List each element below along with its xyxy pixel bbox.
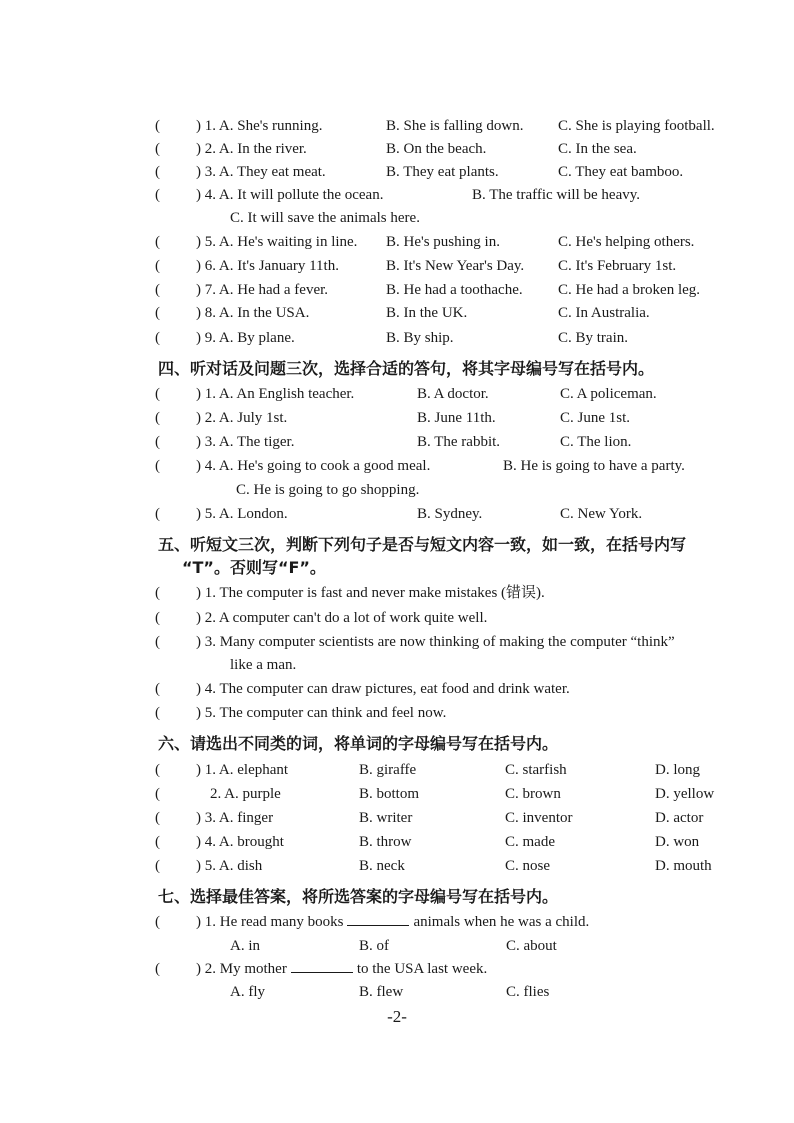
s3-item-9 bbox=[0, 327, 794, 349]
answer-paren[interactable]: ( bbox=[155, 141, 160, 157]
option-d: D. won bbox=[655, 834, 700, 850]
option-d: D. yellow bbox=[655, 786, 715, 802]
section-5-title-cont: “T”。否则写“F”。 bbox=[182, 558, 326, 577]
option-a: ) 4. A. It will pollute the ocean. bbox=[196, 187, 384, 203]
option-c: C. June 1st. bbox=[560, 410, 631, 426]
answer-paren[interactable]: ( bbox=[155, 234, 160, 250]
s5-item-2 bbox=[0, 607, 794, 629]
answer-paren[interactable]: ( bbox=[155, 585, 160, 601]
option-b: B. On the beach. bbox=[386, 141, 487, 157]
s3-item-2 bbox=[0, 138, 794, 160]
s5-item-3-cont bbox=[0, 654, 794, 676]
s4-item-3 bbox=[0, 431, 794, 453]
section-4-title: 四、听对话及问题三次，选择合适的答句，将其字母编号写在括号内。 bbox=[158, 359, 655, 378]
s6-item-3 bbox=[0, 807, 794, 829]
section-6-title: 六、请选出不同类的词，将单词的字母编号写在括号内。 bbox=[158, 734, 559, 753]
option-a: ) 6. A. It's January 11th. bbox=[196, 258, 339, 274]
s7-item-2-options bbox=[0, 981, 794, 1003]
option-b: B. A doctor. bbox=[417, 386, 489, 402]
option-c: C. They eat bamboo. bbox=[558, 164, 684, 180]
s5-item-1 bbox=[0, 582, 794, 604]
option-a: A. in bbox=[230, 938, 260, 954]
option-a: ) 5. A. London. bbox=[196, 506, 288, 522]
option-b: B. It's New Year's Day. bbox=[386, 258, 525, 274]
option-b: B. They eat plants. bbox=[386, 164, 499, 180]
option-a: ) 3. A. finger bbox=[196, 810, 274, 826]
option-a: ) 5. A. dish bbox=[196, 858, 263, 874]
answer-paren[interactable]: ( bbox=[155, 164, 160, 180]
option-a: ) 3. A. The tiger. bbox=[196, 434, 295, 450]
s3-item-8 bbox=[0, 302, 794, 324]
option-a: ) 1. A. She's running. bbox=[196, 118, 323, 134]
page-number: -2- bbox=[387, 1007, 407, 1026]
s7-item-1 bbox=[0, 911, 794, 933]
answer-paren[interactable]: ( bbox=[155, 705, 160, 721]
option-b: B. giraffe bbox=[359, 762, 417, 778]
option-a: ) 7. A. He had a fever. bbox=[196, 282, 329, 298]
s6-item-1 bbox=[0, 759, 794, 781]
option-a: ) 3. A. They eat meat. bbox=[196, 164, 326, 180]
option-a: ) 4. A. He's going to cook a good meal. bbox=[196, 458, 431, 474]
option-d: D. actor bbox=[655, 810, 704, 826]
answer-paren[interactable]: ( bbox=[155, 305, 160, 321]
answer-paren[interactable]: ( bbox=[155, 634, 160, 650]
option-b: B. flew bbox=[359, 984, 404, 1000]
answer-paren[interactable]: ( bbox=[155, 506, 160, 522]
option-b: B. writer bbox=[359, 810, 413, 826]
s6-item-2 bbox=[0, 783, 794, 805]
answer-paren[interactable]: ( bbox=[155, 762, 160, 778]
answer-paren[interactable]: ( bbox=[155, 386, 160, 402]
option-c: C. The lion. bbox=[560, 434, 632, 450]
option-c: C. made bbox=[505, 834, 555, 850]
option-b: B. The traffic will be heavy. bbox=[472, 187, 641, 203]
option-c: C. nose bbox=[505, 858, 550, 874]
question-stem bbox=[196, 958, 487, 980]
statement: ) 5. The computer can think and feel now. bbox=[196, 705, 447, 721]
option-c: C. starfish bbox=[505, 762, 567, 778]
s3-item-4-cont bbox=[0, 207, 794, 229]
option-b: B. throw bbox=[359, 834, 412, 850]
answer-paren[interactable]: ( bbox=[155, 610, 160, 626]
option-b: B. June 11th. bbox=[417, 410, 496, 426]
option-c: C. She is playing football. bbox=[558, 118, 715, 134]
option-b: B. He had a toothache. bbox=[386, 282, 523, 298]
s3-item-1 bbox=[0, 115, 794, 137]
s3-item-5 bbox=[0, 231, 794, 253]
answer-paren[interactable]: ( bbox=[155, 330, 160, 346]
option-c: C. about bbox=[506, 938, 557, 954]
option-c: C. He's helping others. bbox=[558, 234, 695, 250]
option-c: C. flies bbox=[506, 984, 550, 1000]
option-c: C. By train. bbox=[558, 330, 628, 346]
s7-item-1-options bbox=[0, 935, 794, 957]
answer-paren[interactable]: ( bbox=[155, 258, 160, 274]
answer-paren[interactable]: ( bbox=[155, 434, 160, 450]
s4-item-1 bbox=[0, 383, 794, 405]
s5-item-3 bbox=[0, 631, 794, 653]
s6-item-4 bbox=[0, 831, 794, 853]
option-c: C. In Australia. bbox=[558, 305, 650, 321]
option-b: B. The rabbit. bbox=[417, 434, 501, 450]
statement: ) 4. The computer can draw pictures, eat food and drink water. bbox=[196, 681, 570, 697]
section-7-title: 七、选择最佳答案，将所选答案的字母编号写在括号内。 bbox=[158, 887, 559, 906]
option-c: C. He had a broken leg. bbox=[558, 282, 701, 298]
s3-item-6 bbox=[0, 255, 794, 277]
s3-item-3 bbox=[0, 161, 794, 183]
question-pre: ) 1. He read many books bbox=[196, 914, 344, 930]
answer-paren[interactable]: ( bbox=[155, 458, 160, 474]
option-b: B. bottom bbox=[359, 786, 420, 802]
option-c: C. In the sea. bbox=[558, 141, 637, 157]
s6-item-5 bbox=[0, 855, 794, 877]
option-a: ) 9. A. By plane. bbox=[196, 330, 295, 346]
option-a: ) 4. A. brought bbox=[196, 834, 284, 850]
option-d: D. long bbox=[655, 762, 700, 778]
option-a: 2. A. purple bbox=[210, 786, 281, 802]
answer-paren[interactable]: ( bbox=[155, 858, 160, 874]
answer-paren[interactable]: ( bbox=[155, 786, 160, 802]
option-a: ) 2. A. In the river. bbox=[196, 141, 307, 157]
statement: ) 1. The computer is fast and never make mistakes (错误). bbox=[196, 585, 545, 601]
option-a: ) 5. A. He's waiting in line. bbox=[196, 234, 358, 250]
s4-item-4-cont bbox=[0, 479, 794, 501]
option-b: B. neck bbox=[359, 858, 405, 874]
answer-paren[interactable]: ( bbox=[155, 410, 160, 426]
option-b: B. He is going to have a party. bbox=[503, 458, 685, 474]
section-5-title: 五、听短文三次，判断下列句子是否与短文内容一致，如一致，在括号内写 bbox=[158, 535, 687, 554]
option-b: B. By ship. bbox=[386, 330, 454, 346]
option-b: B. She is falling down. bbox=[386, 118, 524, 134]
option-b: B. of bbox=[359, 938, 389, 954]
answer-blank[interactable] bbox=[291, 959, 353, 973]
s4-item-2 bbox=[0, 407, 794, 429]
option-b: B. Sydney. bbox=[417, 506, 483, 522]
s7-item-2 bbox=[0, 958, 794, 980]
s5-item-5 bbox=[0, 702, 794, 724]
s3-item-7 bbox=[0, 279, 794, 301]
question-pre: ) 2. My mother bbox=[196, 961, 287, 977]
option-c: C. brown bbox=[505, 786, 561, 802]
answer-paren[interactable]: ( bbox=[155, 914, 160, 930]
answer-paren[interactable]: ( bbox=[155, 187, 160, 203]
option-a: ) 1. A. An English teacher. bbox=[196, 386, 355, 402]
option-d: D. mouth bbox=[655, 858, 712, 874]
s4-item-5 bbox=[0, 503, 794, 525]
answer-paren[interactable]: ( bbox=[155, 681, 160, 697]
s3-item-4 bbox=[0, 184, 794, 206]
option-c: C. inventor bbox=[505, 810, 573, 826]
answer-blank[interactable] bbox=[347, 912, 409, 926]
statement-cont: like a man. bbox=[230, 657, 297, 673]
option-c: C. He is going to go shopping. bbox=[236, 482, 420, 498]
s4-item-4 bbox=[0, 455, 794, 477]
answer-paren[interactable]: ( bbox=[155, 118, 160, 134]
statement: ) 2. A computer can't do a lot of work quite well. bbox=[196, 610, 488, 626]
option-b: B. In the UK. bbox=[386, 305, 468, 321]
option-c: C. It will save the animals here. bbox=[230, 210, 420, 226]
option-a: ) 8. A. In the USA. bbox=[196, 305, 310, 321]
question-post: to the USA last week. bbox=[356, 961, 488, 977]
question-post: animals when he was a child. bbox=[413, 914, 590, 930]
option-c: C. New York. bbox=[560, 506, 643, 522]
statement: ) 3. Many computer scientists are now thinking of making the computer “think” bbox=[196, 634, 675, 650]
option-c: C. A policeman. bbox=[560, 386, 657, 402]
option-a: ) 2. A. July 1st. bbox=[196, 410, 288, 426]
answer-paren[interactable]: ( bbox=[155, 282, 160, 298]
option-a: A. fly bbox=[230, 984, 265, 1000]
answer-paren[interactable]: ( bbox=[155, 810, 160, 826]
answer-paren[interactable]: ( bbox=[155, 834, 160, 850]
option-b: B. He's pushing in. bbox=[386, 234, 500, 250]
question-stem bbox=[196, 911, 589, 933]
option-c: C. It's February 1st. bbox=[558, 258, 677, 274]
answer-paren[interactable]: ( bbox=[155, 961, 160, 977]
s5-item-4 bbox=[0, 678, 794, 700]
option-a: ) 1. A. elephant bbox=[196, 762, 289, 778]
